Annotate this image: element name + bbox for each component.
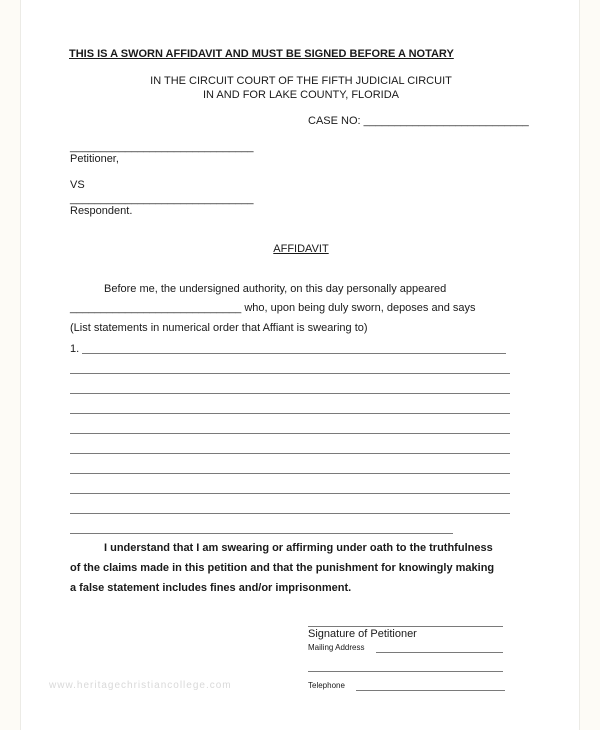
intro-line-1: Before me, the undersigned authority, on this day personally appeared: [104, 283, 447, 295]
statement-line[interactable]: [70, 433, 510, 434]
statement-line[interactable]: [70, 413, 510, 414]
court-line-2: IN AND FOR LAKE COUNTY, FLORIDA: [202, 89, 399, 101]
case-number-field[interactable]: CASE NO: ___________________________: [308, 115, 529, 127]
declaration-line-2: of the claims made in this petition and that the punishment for knowingly making: [70, 562, 495, 574]
statement-line[interactable]: [70, 473, 510, 474]
affidavit-page: [20, 0, 580, 730]
respondent-label: Respondent.: [70, 205, 133, 217]
statement-number: 1.: [70, 343, 80, 355]
statement-line[interactable]: [82, 353, 506, 354]
notary-notice: THIS IS A SWORN AFFIDAVIT AND MUST BE SIGNED BEFORE A NOTARY: [69, 48, 454, 60]
mailing-address-label: Mailing Address: [308, 643, 365, 652]
statement-line[interactable]: [70, 513, 510, 514]
statement-line[interactable]: [70, 493, 510, 494]
statement-line[interactable]: [70, 533, 453, 534]
court-line-1: IN THE CIRCUIT COURT OF THE FIFTH JUDICIAL CIRCUIT: [150, 75, 452, 87]
telephone-line[interactable]: [356, 690, 505, 691]
declaration-line-3: a false statement includes fines and/or imprisonment.: [70, 582, 352, 594]
signature-label: Signature of Petitioner: [308, 628, 417, 640]
instructions-text: (List statements in numerical order that Affiant is swearing to): [70, 322, 368, 334]
affidavit-title: AFFIDAVIT: [273, 243, 329, 255]
statement-line[interactable]: [70, 373, 510, 374]
mailing-address-line-2[interactable]: [308, 671, 503, 672]
petitioner-label: Petitioner,: [70, 153, 119, 165]
declaration-line-1: I understand that I am swearing or affirming under oath to the truthfulness: [104, 542, 493, 554]
telephone-label: Telephone: [308, 681, 345, 690]
petitioner-name-line[interactable]: ______________________________: [70, 141, 254, 153]
mailing-address-line[interactable]: [376, 652, 503, 653]
respondent-name-line[interactable]: ______________________________: [70, 193, 254, 205]
statement-line[interactable]: [70, 453, 510, 454]
vs-label: VS: [70, 179, 85, 191]
statement-line[interactable]: [70, 393, 510, 394]
intro-line-2[interactable]: ____________________________ who, upon being duly sworn, deposes and says: [70, 302, 476, 314]
signature-line[interactable]: [308, 626, 503, 627]
watermark-text: www.heritagechristiancollege.com: [49, 680, 232, 691]
